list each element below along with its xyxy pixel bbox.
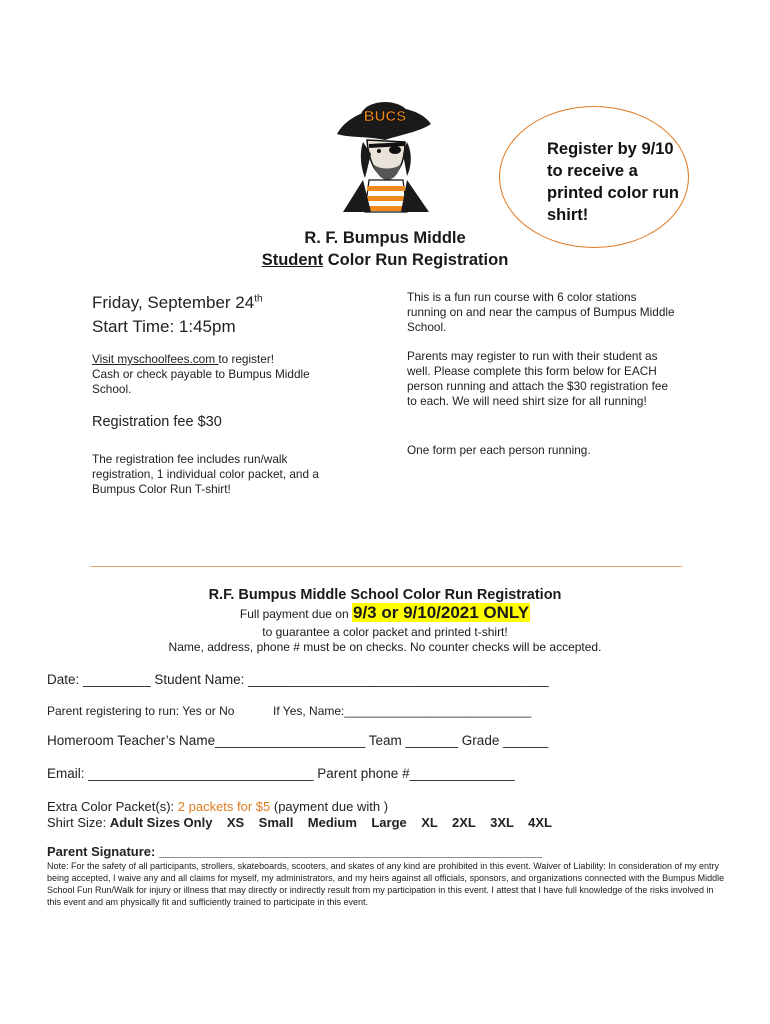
- shirt-size-label: Shirt Size:: [47, 815, 110, 830]
- bucs-pirate-logo: [333, 94, 435, 214]
- extra-suffix: (payment due with ): [270, 799, 389, 814]
- parents-info: Parents may register to run with their student as well. Please complete this form below for EACH person running and attach the $30 registration fee to each. We will need shirt size for all running!: [407, 349, 669, 408]
- payment-date-highlight: 9/3 or 9/10/2021 ONLY: [352, 603, 530, 622]
- payment-due-line: [0, 603, 770, 623]
- email-phone-field[interactable]: Email: ______________________________ Parent phone #______________: [47, 766, 515, 781]
- start-time: Start Time: 1:45pm: [92, 317, 236, 336]
- liability-waiver-note: Note: For the safety of all participants, strollers, skateboards, scooters, and skates of any kind are prohibited in this event. Waiver of Liability: In consideration of my entry being accepted, I waive any and all claims for myself, my administrators, and my heirs against all officials, sponsors, and organizations connected with the Bumpus Middle School Fun Run/Walk for injury or illness that may directly or indirectly result from my participation in this event. I attest that I have full knowledge of the risks involved in this event and am physically fit and sufficiently trained to participate in this event.: [47, 861, 725, 907]
- shirt-size-line[interactable]: [47, 815, 552, 830]
- guarantee-text: to guarantee a color packet and printed t-shirt!: [262, 625, 508, 639]
- parent-signature-field[interactable]: Parent Signature: _____________________________________________________: [47, 844, 543, 859]
- extra-color-packets: [47, 799, 388, 814]
- section-divider: [90, 566, 682, 567]
- parent-name-field[interactable]: If Yes, Name:____________________________: [273, 704, 532, 718]
- logo-text: BUCS: [363, 108, 407, 125]
- extra-prefix: Extra Color Packet(s):: [47, 799, 178, 814]
- course-description: This is a fun run course with 6 color stations running on and near the campus of Bumpus Middle School.: [407, 290, 675, 334]
- registration-instructions: [92, 352, 312, 397]
- event-date-suffix: th: [254, 293, 263, 305]
- event-date: [92, 293, 263, 313]
- extra-offer: 2 packets for $5: [177, 799, 271, 814]
- registration-fee: Registration fee $30: [92, 414, 222, 430]
- visit-rest-text: to register!: [218, 352, 275, 366]
- event-date-text: Friday, September 24: [92, 293, 255, 312]
- cash-check-text: Cash or check payable to Bumpus Middle School.: [92, 367, 310, 396]
- fee-includes-text: The registration fee includes run/walk registration, 1 individual color packet, and a Bumpus Color Run T-shirt!: [92, 452, 319, 496]
- title-student-word: Student: [261, 251, 324, 269]
- parent-running-field[interactable]: Parent registering to run: Yes or No: [47, 704, 235, 718]
- date-student-name-field[interactable]: Date: _________ Student Name: ________________________________________: [47, 672, 549, 687]
- form-title: R.F. Bumpus Middle School Color Run Registration: [208, 587, 562, 603]
- page-title-school: R. F. Bumpus Middle: [304, 229, 466, 247]
- register-callout-text: Register by 9/10 to receive a printed color run shirt!: [547, 140, 679, 224]
- check-requirements-text: Name, address, phone # must be on checks. No counter checks will be accepted.: [168, 640, 602, 654]
- page-title-registration: [0, 251, 770, 270]
- one-form-note: One form per each person running.: [407, 443, 591, 457]
- homeroom-team-grade-field[interactable]: Homeroom Teacher’s Name____________________ Team _______ Grade ______: [47, 733, 549, 748]
- myschoolfees-link[interactable]: Visit myschoolfees.com: [92, 352, 219, 366]
- payment-prefix: Full payment due on: [239, 607, 352, 621]
- title-registration-rest: Color Run Registration: [323, 251, 509, 269]
- shirt-size-options[interactable]: Adult Sizes Only XS Small Medium Large XL 2XL 3XL 4XL: [109, 815, 552, 830]
